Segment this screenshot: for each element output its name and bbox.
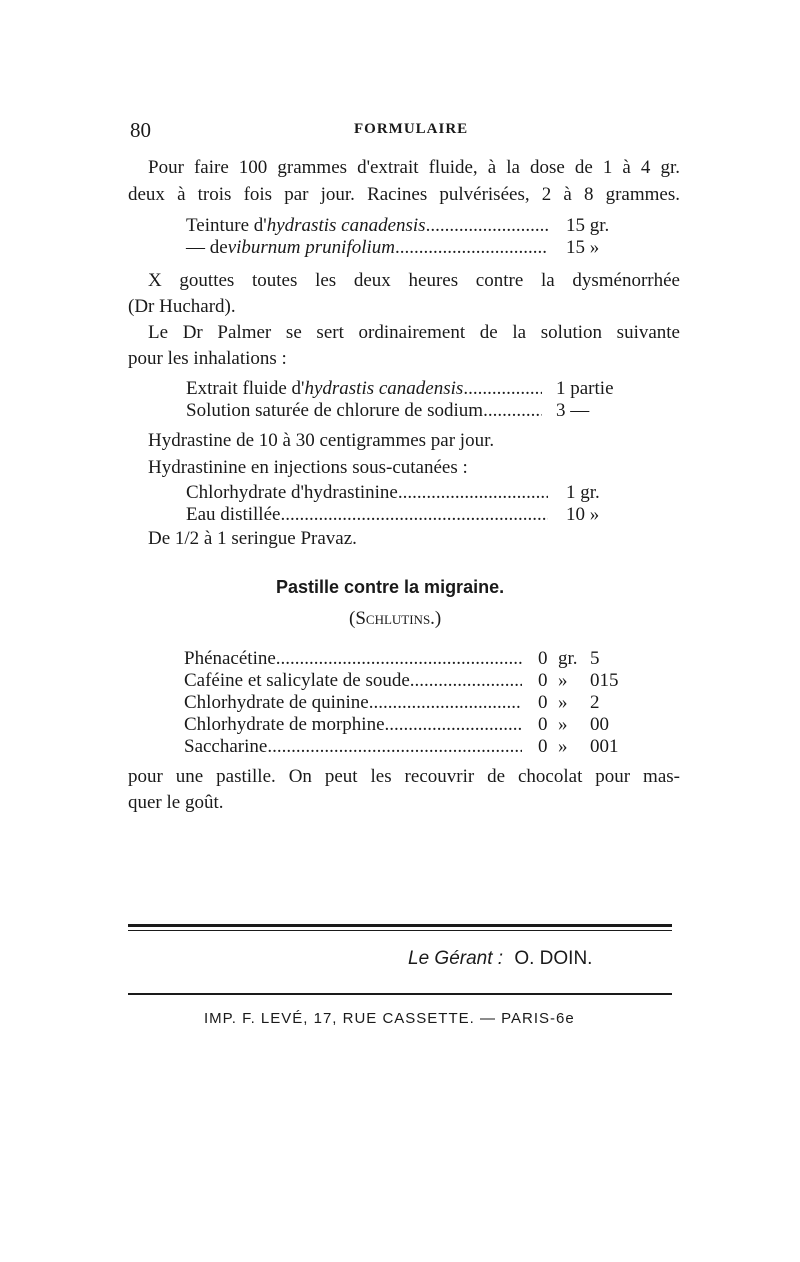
solution-qty: 3 — xyxy=(556,400,590,421)
ingredient-unit: » xyxy=(558,714,568,735)
tincture-qty: 15 gr. xyxy=(566,215,610,236)
ingredient-unit: » xyxy=(558,736,568,757)
ingredient-unit: » xyxy=(558,692,568,713)
ingredient-label: Saccharine xyxy=(184,736,268,757)
divider-rule-thin xyxy=(128,930,672,931)
ingredient-label: Chlorhydrate de quinine xyxy=(184,692,369,713)
ingredient-fraction: 001 xyxy=(590,736,619,757)
injection-row-2 xyxy=(186,504,624,526)
recipe-note-line2: quer le goût. xyxy=(128,792,224,813)
ingredient-whole: 0 xyxy=(538,670,548,691)
ingredient-row xyxy=(184,648,624,670)
solution-prefix: Solution saturée de chlorure de sodium xyxy=(186,400,484,421)
leader-dots xyxy=(398,482,548,504)
ingredient-row xyxy=(184,692,624,714)
footer-rule xyxy=(128,993,672,995)
hydrastine-line2: Hydrastinine en injections sous-cutanées : xyxy=(148,457,468,478)
para3-line2: pour les inhalations : xyxy=(128,348,287,369)
para2-line1: X gouttes toutes les deux heures contre la dysménorrhée xyxy=(148,270,680,291)
tincture-name: viburnum prunifolium xyxy=(227,237,395,258)
ingredient-fraction: 2 xyxy=(590,692,600,713)
tincture-row-1 xyxy=(186,215,624,237)
injection-row-1 xyxy=(186,482,624,504)
signature-name: O. DOIN. xyxy=(514,948,593,969)
leader-dots xyxy=(280,504,548,526)
ingredient-whole: 0 xyxy=(538,648,548,669)
dose-line: De 1/2 à 1 seringue Pravaz. xyxy=(148,528,357,549)
para3-line1: Le Dr Palmer se sert ordinairement de la solution suivante xyxy=(148,322,680,343)
leader-dots xyxy=(426,215,548,237)
running-title: FORMULAIRE xyxy=(354,121,469,137)
injection-qty: 1 gr. xyxy=(566,482,600,503)
tincture-prefix: — de xyxy=(186,237,228,258)
leader-dots xyxy=(385,714,522,736)
signature-label: Le Gérant : xyxy=(408,948,504,969)
printer-imprint: IMP. F. LEVÉ, 17, RUE CASSETTE. — PARIS-6e xyxy=(204,1010,575,1027)
solution-row-2 xyxy=(186,400,620,422)
divider-rule-thick xyxy=(128,924,672,927)
ingredient-label: Chlorhydrate de morphine xyxy=(184,714,385,735)
solution-name: hydrastis canadensis xyxy=(304,378,464,399)
tincture-name: hydrastis canadensis xyxy=(266,215,426,236)
tincture-prefix: Teinture d' xyxy=(186,215,267,236)
ingredient-row xyxy=(184,714,624,736)
para1-line1: Pour faire 100 grammes d'extrait fluide, à la dose de 1 à 4 gr. xyxy=(148,157,680,178)
ingredient-whole: 0 xyxy=(538,714,548,735)
ingredient-row xyxy=(184,736,624,758)
page-number: 80 xyxy=(130,118,151,142)
solution-prefix: Extrait fluide d' xyxy=(186,378,305,399)
ingredient-whole: 0 xyxy=(538,736,548,757)
injection-label: Eau distillée xyxy=(186,504,281,525)
para2-line2: (Dr Huchard). xyxy=(128,296,236,317)
ingredient-label: Phénacétine xyxy=(184,648,276,669)
ingredient-whole: 0 xyxy=(538,692,548,713)
leader-dots xyxy=(267,736,522,758)
solution-row-1 xyxy=(186,378,620,400)
leader-dots xyxy=(410,670,522,692)
tincture-qty: 15 » xyxy=(566,237,600,258)
ingredient-unit: gr. xyxy=(558,648,578,669)
hydrastine-line1: Hydrastine de 10 à 30 centigrammes par jour. xyxy=(148,430,495,451)
leader-dots xyxy=(276,648,522,670)
signature xyxy=(408,948,592,970)
leader-dots xyxy=(483,400,542,422)
ingredient-label: Caféine et salicylate de soude xyxy=(184,670,410,691)
leader-dots xyxy=(395,237,548,259)
leader-dots xyxy=(369,692,522,714)
recipe-author: (Schlutins.) xyxy=(349,608,442,629)
solution-qty: 1 partie xyxy=(556,378,614,399)
leader-dots xyxy=(463,378,542,400)
injection-label: Chlorhydrate d'hydrastinine xyxy=(186,482,398,503)
tincture-row-2 xyxy=(186,237,624,259)
recipe-note-line1: pour une pastille. On peut les recouvrir de chocolat pour mas- xyxy=(128,766,680,787)
recipe-title: Pastille contre la migraine. xyxy=(276,577,505,597)
ingredient-fraction: 5 xyxy=(590,648,600,669)
ingredient-row xyxy=(184,670,624,692)
ingredient-fraction: 00 xyxy=(590,714,609,735)
para1-line2: deux à trois fois par jour. Racines pulvérisées, 2 à 8 grammes. xyxy=(128,184,680,205)
ingredient-fraction: 015 xyxy=(590,670,619,691)
injection-qty: 10 » xyxy=(566,504,600,525)
ingredient-unit: » xyxy=(558,670,568,691)
